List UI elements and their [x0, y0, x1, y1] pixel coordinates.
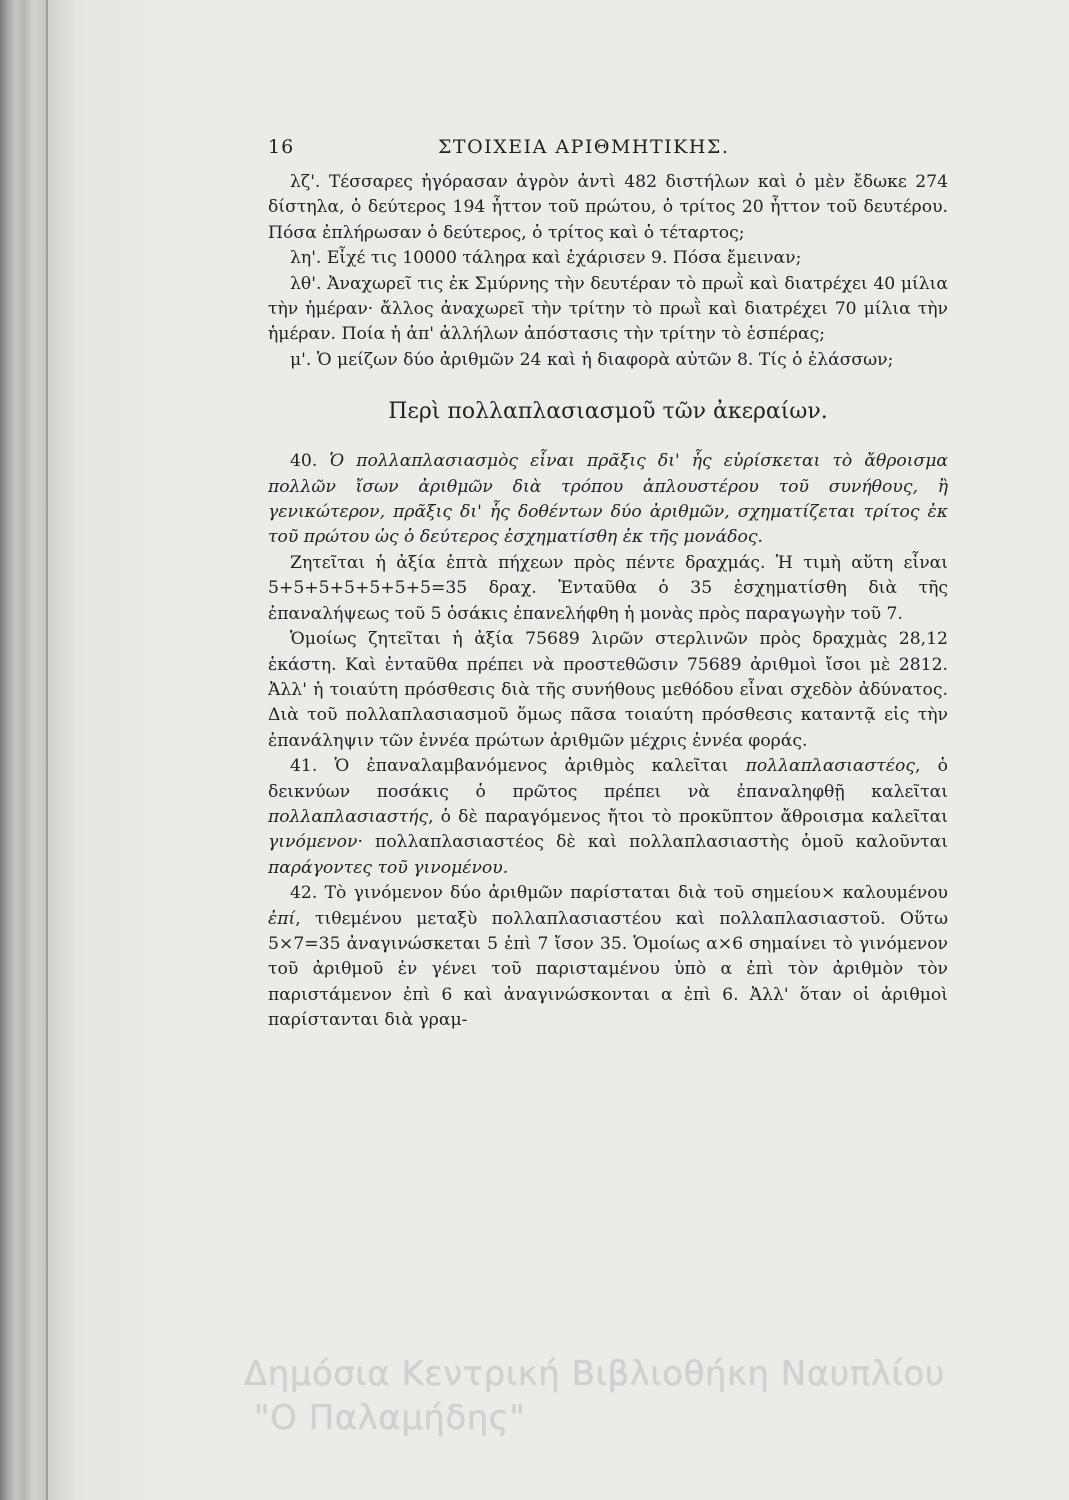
term-multiplier: πολλαπλασιαστής: [268, 806, 429, 827]
running-head: [268, 136, 948, 170]
paragraph-42-text-a: 42. Τὸ γινόμενον δύο ἀριθμῶν παρίσταται διὰ τοῦ σημείου× καλουμένου: [290, 883, 948, 904]
library-watermark: [244, 1352, 1034, 1440]
paragraph-41-text-c: , ὁ δὲ παραγόμενος ἤτοι τὸ προκῦπτον ἄθροισμα καλεῖται: [428, 806, 948, 827]
page-content: [268, 136, 948, 1034]
paragraph-41: [268, 754, 948, 881]
paragraph-41-text-b: , ὁ δεικνύων ποσάκις ὁ πρῶτος πρέπει νὰ ἐπαναληφθῇ καλεῖται: [268, 756, 948, 802]
paragraph-42: [268, 881, 948, 1033]
running-title: ΣΤΟΙΧΕΙΑ ΑΡΙΘΜΗΤΙΚΗΣ.: [438, 136, 730, 158]
paragraph-41-text-d: · πολλαπλασιαστέος δὲ καὶ πολλαπλασιαστὴς ὁμοῦ καλοῦνται: [357, 832, 948, 853]
paragraph-40-definition: [268, 449, 948, 551]
term-factors: παράγοντες τοῦ γινομένου.: [268, 857, 509, 878]
exercise-39: λθ'. Ἀναχωρεῖ τις ἐκ Σμύρνης τὴν δευτέραν τὸ πρωῒ καὶ διατρέχει 40 μίλια τὴν ἡμέραν· ἄλλος ἀναχωρεῖ τὴν τρίτην τὸ πρωῒ καὶ διατρέχει 70 μίλια τὴν ἡμέραν. Ποία ἡ ἀπ' ἀλλήλων ἀπόστασις τὴν τρίτην τὸ ἑσπέρας;: [268, 273, 948, 345]
paragraph-40-number: 40.: [290, 451, 318, 472]
paragraph-40-example-1: Ζητεῖται ἡ ἀξία ἑπτὰ πήχεων πρὸς πέντε δραχμάς. Ἡ τιμὴ αὕτη εἶναι 5+5+5+5+5+5+5=35 δραχ. Ἐνταῦθα ὁ 35 ἐσχηματίσθη διὰ τῆς ἐπαναλήψεως τοῦ 5 ὁσάκις ἐπανελήφθη ἡ μονὰς πρὸς παραγωγὴν τοῦ 7.: [268, 552, 948, 624]
term-multiplicand: πολλαπλασιαστέος: [745, 756, 915, 777]
term-times: ἐπί: [268, 908, 296, 929]
paragraph-41-text-a: 41. Ὁ ἐπαναλαμβανόμενος ἀριθμὸς καλεῖται: [290, 756, 746, 777]
exercise-40: μ'. Ὁ μείζων δύο ἀριθμῶν 24 καὶ ἡ διαφορὰ αὐτῶν 8. Τίς ὁ ἐλάσσων;: [290, 349, 894, 370]
watermark-line-1: Δημόσια Κεντρική Βιβλιοθήκη Ναυπλίου: [244, 1354, 945, 1394]
page-number: 16: [268, 136, 295, 158]
page-fold-line: [46, 0, 48, 1500]
multiplication-definition: Ὁ πολλαπλασιασμὸς εἶναι πρᾶξις δι' ἧς εὑρίσκεται τὸ ἄθροισμα πολλῶν ἴσων ἀριθμῶν διὰ τρόπου ἁπλουστέρου τοῦ συνήθους, ἢ γενικώτερον, πρᾶξις δι' ἧς δοθέντων δύο ἀριθμῶν, σχηματίζεται τρίτος ἐκ τοῦ πρώτου ὡς ὁ δεύτερος ἐσχηματίσθη ἐκ τῆς μονάδος.: [268, 451, 948, 548]
exercise-38: λη'. Εἶχέ τις 10000 τάληρα καὶ ἐχάρισεν 9. Πόσα ἔμειναν;: [290, 248, 802, 269]
term-product: γινόμενον: [268, 832, 358, 853]
paragraph-40-example-2: Ὁμοίως ζητεῖται ἡ ἀξία 75689 λιρῶν στερλινῶν πρὸς δραχμὰς 28,12 ἑκάστη. Καὶ ἐνταῦθα πρέπει νὰ προστεθῶσιν 75689 ἀριθμοὶ ἴσοι μὲ 2812. Ἀλλ' ἡ τοιαύτη πρόσθεσις διὰ τῆς συνήθους μεθόδου εἶναι σχεδὸν ἀδύνατος. Διὰ τοῦ πολλαπλασιασμοῦ ὅμως πᾶσα τοιαύτη πρόσθεσις καταντᾷ εἰς τὴν ἐπανάληψιν τῶν ἐννέα πρώτων ἀριθμῶν μέχρις ἐννέα φοράς.: [268, 629, 948, 751]
paragraph-42-text-b: , τιθεμένου μεταξὺ πολλαπλασιαστέου καὶ πολλαπλασιαστοῦ. Οὕτω 5×7=35 ἀναγινώσκεται 5 ἐπὶ 7 ἴσον 35. Ὁμοίως α×6 σημαίνει τὸ γινόμενον τοῦ ἀριθμοῦ ἐν γένει τοῦ παρισταμένου ὑπὸ α ἐπὶ τὸν ἀριθμὸν τὸν παριστάμενον ἐπὶ 6 καὶ ἀναγινώσκονται α ἐπὶ 6. Ἀλλ' ὅταν οἱ ἀριθμοὶ παρίστανται διὰ γραμ-: [268, 908, 948, 1031]
exercise-37: λζ'. Τέσσαρες ἠγόρασαν ἀγρὸν ἀντὶ 482 διστήλων καὶ ὁ μὲν ἔδωκε 274 δίστηλα, ὁ δεύτερος 194 ἧττον τοῦ πρώτου, ὁ τρίτος 20 ἧττον τοῦ δευτέρου. Πόσα ἐπλήρωσαν ὁ δεύτερος, ὁ τρίτος καὶ ὁ τέταρτος;: [268, 172, 948, 243]
watermark-line-2: "Ο Παλαμήδης": [254, 1398, 526, 1438]
section-heading: Περὶ πολλαπλασιασμοῦ τῶν ἀκεραίων.: [388, 399, 828, 425]
